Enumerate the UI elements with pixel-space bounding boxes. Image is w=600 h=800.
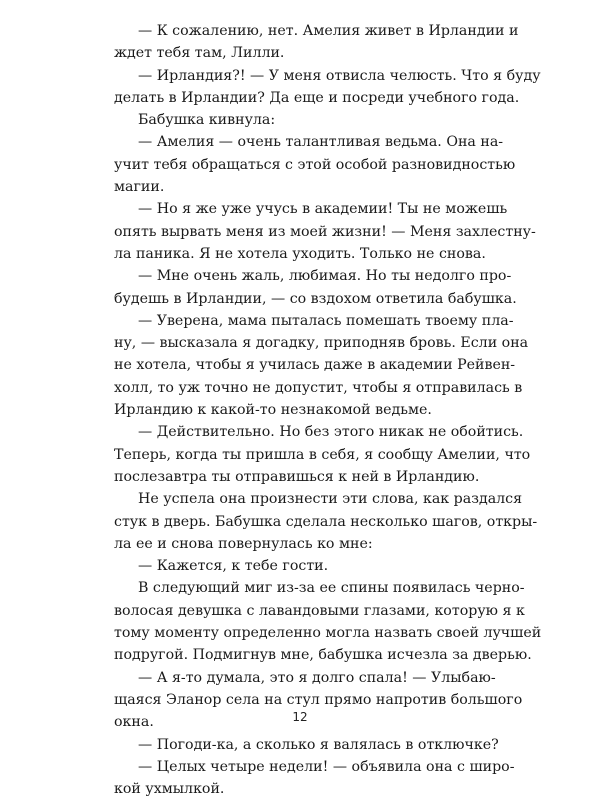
text-line: Бабушка кивнула: xyxy=(138,112,276,129)
text-line: ла ее и снова повернулась ко мне: xyxy=(114,535,373,552)
text-line: послезавтра ты отправишься к ней в Ирландию. xyxy=(114,468,480,485)
text-line: — Но я же уже учусь в академии! Ты не можешь xyxy=(138,201,508,218)
text-line: волосая девушка с лавандовыми глазами, которую я к xyxy=(114,602,525,619)
text-line: делать в Ирландии? Да еще и посреди учебного года. xyxy=(114,89,520,106)
text-line: — Мне очень жаль, любимая. Но ты недолго про- xyxy=(138,268,512,285)
text-line: — Погоди-ка, а сколько я валялась в отключке? xyxy=(138,736,499,753)
text-line: — Уверена, мама пыталась помешать твоему пла- xyxy=(138,312,514,329)
page-number: 12 xyxy=(292,710,308,724)
text-line: окна. xyxy=(114,714,154,731)
text-line: тому моменту определенно могла назвать своей лучшей xyxy=(114,625,542,642)
text-line: — Амелия — очень талантливая ведьма. Она на- xyxy=(138,134,504,151)
text-line: стук в дверь. Бабушка сделала несколько шагов, откры- xyxy=(114,513,538,530)
text-line: — Ирландия?! — У меня отвисла челюсть. Что я буду xyxy=(138,67,541,84)
text-line: — А я-то думала, это я долго спала! — Улыбаю- xyxy=(138,669,496,686)
text-line: Теперь, когда ты пришла в себя, я сообщу Амелии, что xyxy=(114,446,531,463)
text-line: ну, — высказала я догадку, приподняв бровь. Если она xyxy=(114,335,529,352)
text-line: — К сожалению, нет. Амелия живет в Ирландии и xyxy=(138,23,519,39)
text-line: Не успела она произнести эти слова, как раздался xyxy=(138,491,523,508)
body-text xyxy=(114,20,542,800)
text-line: — Действительно. Но без этого никак не обойтись. xyxy=(138,424,524,441)
text-line: — Кажется, к тебе гости. xyxy=(138,558,329,575)
text-line: ждет тебя там, Лилли. xyxy=(114,45,285,62)
text-line: щаяся Эланор села на стул прямо напротив большого xyxy=(114,691,523,708)
text-line: магии. xyxy=(114,179,165,196)
text-line: В следующий миг из-за ее спины появилась черно- xyxy=(138,580,525,597)
text-line: Ирландию к какой-то незнакомой ведьме. xyxy=(114,402,432,419)
text-line: — Целых четыре недели! — объявила она с широ- xyxy=(138,758,515,775)
text-line: холл, то уж точно не допустит, чтобы я отправилась в xyxy=(114,379,523,396)
text-line: будешь в Ирландии, — со вздохом ответила бабушка. xyxy=(114,290,517,307)
text-line: ла паника. Я не хотела уходить. Только не снова. xyxy=(114,245,486,262)
text-line: подругой. Подмигнув мне, бабушка исчезла за дверью. xyxy=(114,647,532,664)
text-line: опять вырвать меня из моей жизни! — Меня захлестну- xyxy=(114,223,536,240)
text-line: не хотела, чтобы я училась даже в академии Рейвен- xyxy=(114,357,516,374)
text-line: учит тебя обращаться с этой особой разновидностью xyxy=(114,156,516,173)
text-line: кой ухмылкой. xyxy=(114,781,225,798)
